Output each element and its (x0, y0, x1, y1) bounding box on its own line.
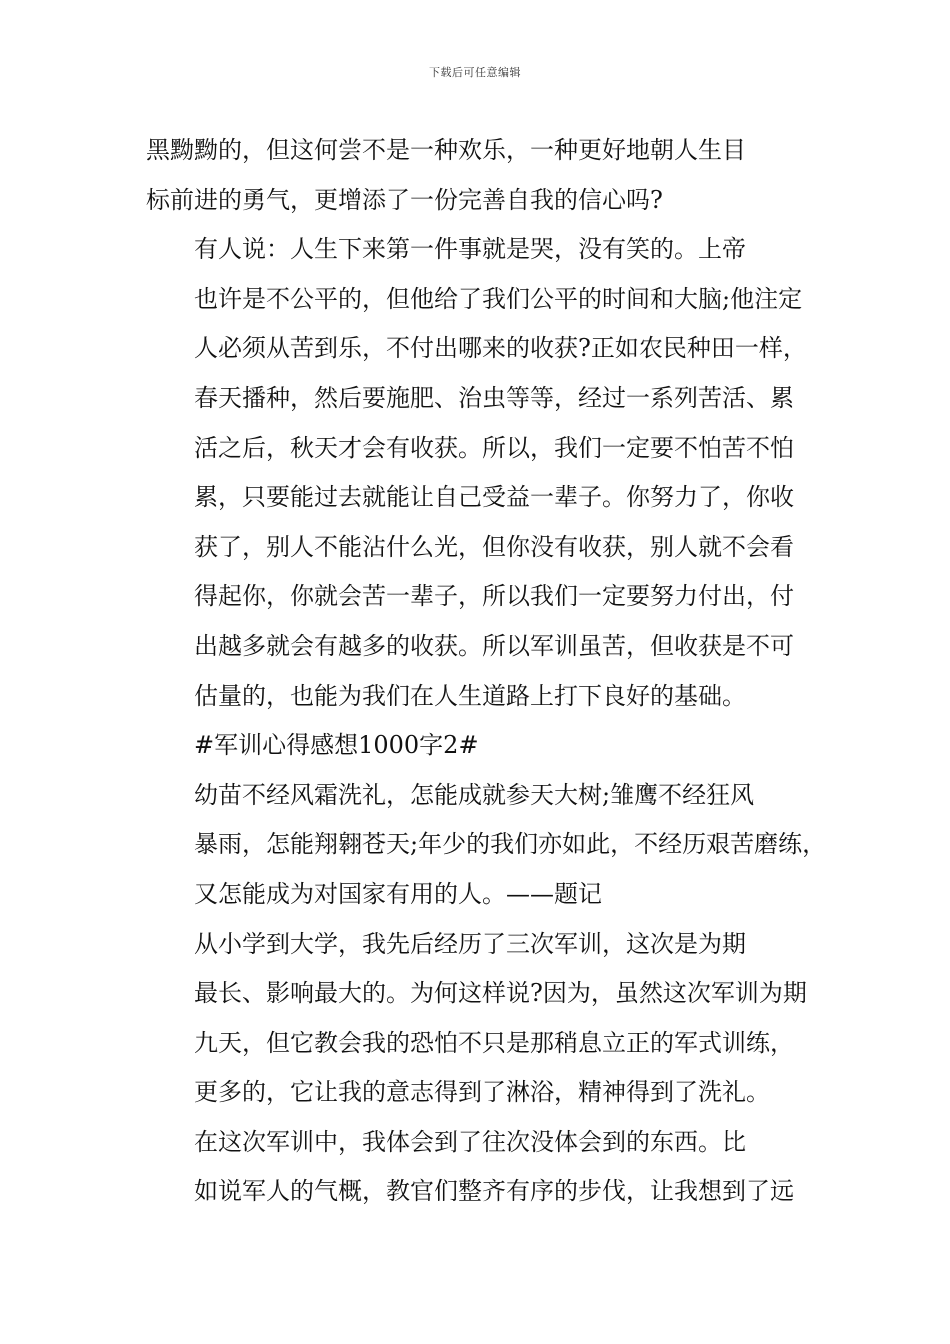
page-header: 下载后可任意编辑 (429, 66, 521, 79)
section-heading (146, 721, 810, 771)
text-line: 有人说：人生下来第一件事就是哭，没有笑的。上帝 (194, 235, 746, 264)
text-line: 累，只要能过去就能让自己受益一辈子。你努力了，你收 (194, 483, 794, 512)
text-line: 从小学到大学，我先后经历了三次军训，这次是为期 (194, 929, 746, 958)
text-line: 春天播种，然后要施肥、治虫等等，经过一系列苦活、累 (194, 383, 794, 412)
text-line: 幼苗不经风霜洗礼，怎能成就参天大树;雏鹰不经狂风 (194, 780, 755, 809)
paragraph-2 (146, 225, 810, 721)
text-line: 出越多就会有越多的收获。所以军训虽苦，但收获是不可 (194, 631, 794, 660)
text-line: 更多的，它让我的意志得到了淋浴，精神得到了洗礼。 (194, 1078, 770, 1107)
paragraph-5 (146, 1118, 810, 1217)
text-line: 暴雨，怎能翔翱苍天;年少的我们亦如此，不经历艰苦磨练， (194, 830, 827, 859)
text-line: 又怎能成为对国家有用的人。——题记 (194, 879, 602, 908)
text-line: 最长、影响最大的。为何这样说?因为，虽然这次军训为期 (194, 979, 807, 1008)
text-line: 在这次军训中，我体会到了往次没体会到的东西。比 (194, 1127, 746, 1156)
text-line: 获了，别人不能沾什么光，但你没有收获，别人就不会看 (194, 532, 794, 561)
text-line: 估量的，也能为我们在人生道路上打下良好的基础。 (194, 681, 746, 710)
heading-line: #军训心得感想1000字2# (194, 731, 479, 760)
document-body (146, 126, 827, 1217)
text-line: 九天，但它教会我的恐怕不只是那稍息立正的军式训练， (194, 1028, 794, 1057)
text-line: 如说军人的气概，教官们整齐有序的步伐，让我想到了远 (194, 1177, 794, 1206)
paragraph-4 (146, 920, 810, 1118)
text-line: 也许是不公平的，但他给了我们公平的时间和大脑;他注定 (194, 284, 803, 313)
text-line: 活之后，秋天才会有收获。所以，我们一定要不怕苦不怕 (194, 433, 794, 462)
text-line: 标前进的勇气，更增添了一份完善自我的信心吗? (146, 185, 663, 214)
paragraph-1 (146, 126, 810, 225)
paragraph-3 (146, 771, 827, 920)
text-line: 黑黝黝的，但这何尝不是一种欢乐，一种更好地朝人生目 (146, 136, 746, 164)
text-line: 人必须从苦到乐，不付出哪来的收获?正如农民种田一样， (194, 334, 807, 363)
text-line: 得起你，你就会苦一辈子，所以我们一定要努力付出，付 (194, 582, 794, 611)
